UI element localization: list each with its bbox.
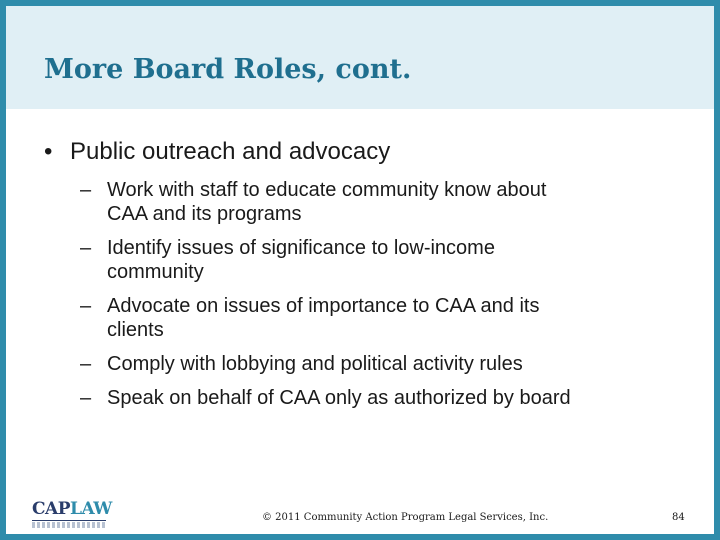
sub-bullet-item	[80, 178, 680, 226]
sub-bullet-text: Work with staff to educate community know about	[107, 179, 547, 201]
logo-rule	[32, 520, 106, 521]
page-number: 84	[672, 512, 685, 523]
logo-wordmark	[32, 499, 112, 519]
sub-bullet-marker: –	[80, 353, 92, 375]
sub-bullet-item	[80, 294, 680, 342]
logo-tagline	[32, 522, 106, 528]
sub-bullet-text-cont: community	[107, 261, 204, 283]
sub-bullet-list	[80, 178, 680, 420]
sub-bullet-text: Comply with lobbying and political activity rules	[107, 353, 523, 375]
bullet-text: Public outreach and advocacy	[70, 138, 391, 165]
bullet-item	[44, 138, 390, 166]
sub-bullet-text: Advocate on issues of importance to CAA and its	[107, 295, 540, 317]
sub-bullet-text: Identify issues of significance to low-income	[107, 237, 495, 259]
sub-bullet-marker: –	[80, 179, 92, 201]
copyright-notice: © 2011 Community Action Program Legal Services, Inc.	[262, 512, 549, 523]
caplaw-logo	[32, 499, 116, 531]
sub-bullet-text: Speak on behalf of CAA only as authorized by board	[107, 387, 571, 409]
slide-title: More Board Roles, cont.	[44, 54, 412, 85]
sub-bullet-item	[80, 236, 680, 284]
sub-bullet-item	[80, 352, 680, 376]
sub-bullet-text-cont: CAA and its programs	[107, 203, 302, 225]
sub-bullet-marker: –	[80, 237, 92, 259]
sub-bullet-text-cont: clients	[107, 319, 164, 341]
logo-part-law: LAW	[70, 499, 112, 519]
sub-bullet-marker: –	[80, 387, 92, 409]
sub-bullet-marker: –	[80, 295, 92, 317]
sub-bullet-item	[80, 386, 680, 410]
bullet-marker: •	[44, 138, 53, 165]
logo-part-cap: CAP	[32, 499, 71, 519]
